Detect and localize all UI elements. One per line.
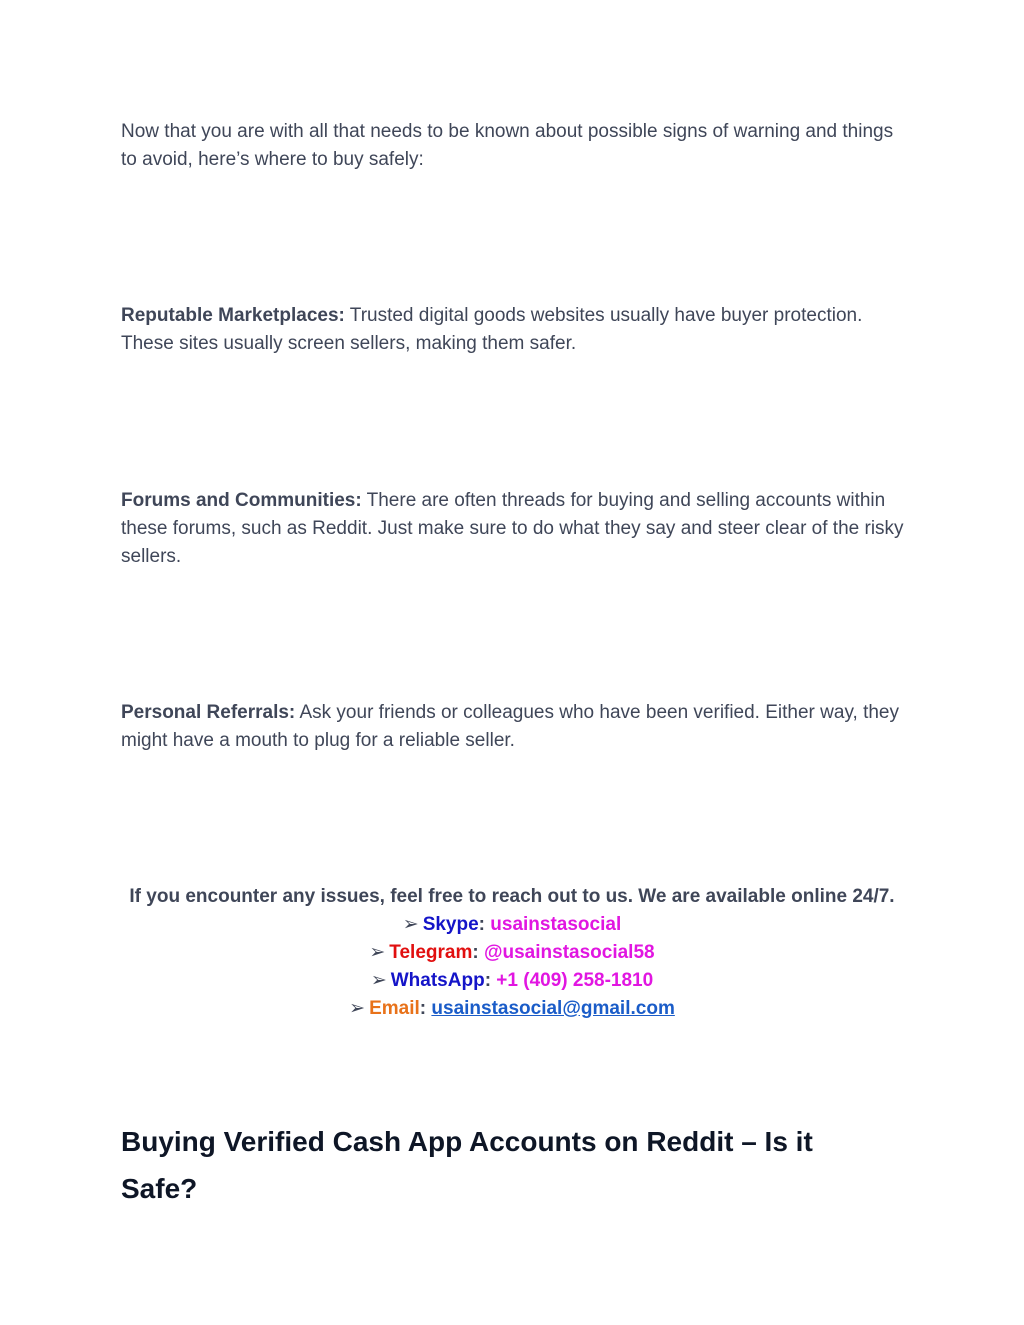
whatsapp-label: WhatsApp: [390, 970, 485, 991]
section-label: Personal Referrals:: [121, 702, 296, 723]
separator: :: [484, 970, 492, 991]
email-label: Email: [369, 998, 420, 1019]
section-text: Ask your friends or colleagues who have been verified. Either way, they might have a mouth to plug for a reliable seller.: [121, 702, 900, 751]
section-reputable-marketplaces: [121, 302, 911, 358]
telegram-value: @usainstasocial58: [483, 942, 655, 963]
contact-skype-line: [0, 911, 1024, 939]
skype-value: usainstasocial: [490, 914, 622, 935]
email-link[interactable]: usainstasocial@gmail.com: [431, 998, 675, 1019]
arrow-bullet-icon: ➢: [349, 998, 366, 1019]
contact-whatsapp-line: [0, 967, 1024, 995]
section-label: Reputable Marketplaces:: [121, 305, 345, 326]
intro-text: Now that you are with all that needs to be known about possible signs of warning and things to avoid, here’s where to buy safely:: [121, 121, 894, 170]
intro-paragraph: [121, 118, 911, 174]
arrow-bullet-icon: ➢: [402, 914, 419, 935]
separator: :: [472, 942, 479, 963]
section-label: Forums and Communities:: [121, 490, 362, 511]
contact-telegram-line: [0, 939, 1024, 967]
whatsapp-value: +1 (409) 258-1810: [496, 970, 654, 991]
arrow-bullet-icon: ➢: [369, 942, 386, 963]
contact-email-line: [0, 995, 1024, 1023]
contact-block: [0, 883, 1024, 1023]
telegram-label: Telegram: [389, 942, 473, 963]
skype-label: Skype: [422, 914, 479, 935]
section-text: There are often threads for buying and selling accounts within these forums, such as Reddit. Just make sure to do what they say and steer clear of the risky sellers.: [121, 490, 904, 567]
section-text: Trusted digital goods websites usually have buyer protection. These sites usually screen sellers, making them safer.: [121, 305, 863, 354]
separator: :: [478, 914, 485, 935]
section-personal-referrals: [121, 699, 911, 755]
arrow-bullet-icon: ➢: [370, 970, 387, 991]
contact-notice: If you encounter any issues, feel free to reach out to us. We are available online 24/7.: [129, 886, 895, 907]
separator: :: [419, 998, 427, 1019]
section-forums-communities: [121, 487, 911, 571]
section-heading: Buying Verified Cash App Accounts on Reddit – Is it Safe?: [121, 1126, 813, 1204]
